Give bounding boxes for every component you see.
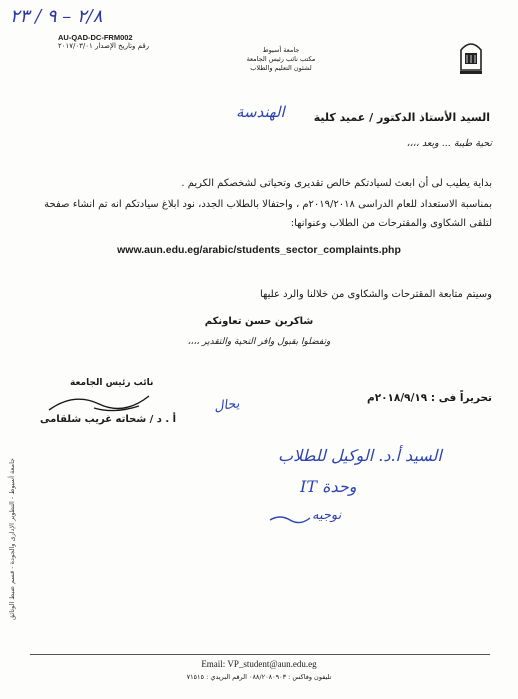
complaints-url[interactable]: www.aun.edu.eg/arabic/students_sector_complaints.php	[117, 244, 401, 256]
handwritten-note-recipient: السيد أ.د. الوكيل للطلاب	[278, 446, 442, 465]
thanks-line: شاكرين حسن تعاونكم	[204, 316, 314, 327]
paragraph-followup: وسيتم متابعة المقترحات والشكاوى من خلالنا والرد عليها	[260, 289, 492, 300]
document-id: AU-QAD-DC-FRM002	[58, 33, 133, 42]
salutation: السيد الأستاذ الدكتور / عميد كلية	[313, 111, 490, 124]
signatory-name: أ . د / شحاته غريب شلقامى	[40, 414, 177, 425]
letter-date: تحريراً فى : ٢٠١٨/٩/١٩م	[366, 392, 492, 404]
signatory-title: نائب رئيس الجامعة	[70, 378, 154, 388]
footer-email[interactable]: Email: VP_student@aun.edu.eg	[201, 659, 317, 669]
university-name: جامعة أسيوط	[262, 46, 300, 54]
handwritten-note-sign: نوجيه	[312, 508, 342, 523]
issue-date: رقم وتاريخ الإصدار ٢٠١٧/٠٣/٠١	[58, 42, 150, 50]
handwritten-reference: ٢/٨ – ٩ / ٢٣	[10, 6, 103, 27]
sector-name: لشئون التعليم والطلاب	[250, 64, 312, 72]
greeting: تحية طيبة ... وبعد ،،،،	[406, 138, 492, 149]
side-note: جامعة أسيوط - التطوير الإدارى والجودة - قسم ضبط الوثائق	[8, 457, 16, 620]
footer-divider	[30, 654, 490, 655]
university-logo-icon	[458, 36, 484, 76]
handwritten-underline	[268, 512, 312, 526]
closing-line: وتفضلوا بقبول وافر التحية والتقدير ،،،،	[187, 337, 331, 347]
office-name: مكتب نائب رئيس الجامعة	[246, 55, 316, 63]
handwritten-note-unit: وحدة IT	[300, 477, 357, 496]
stamp-handwritten: يحال	[213, 396, 241, 415]
paragraph-intro: بداية يطيب لى أن ابعث لسيادتكم خالص تقديرى وتحياتى لشخصكم الكريم .	[181, 178, 492, 189]
university-header	[236, 46, 326, 73]
faculty-handwritten: الهندسة	[236, 103, 285, 121]
footer-phones: تليفون وفاكس : ٠٨٨/٢٠٨٠٩٠٣ الرقم البريدي : ٧١٥١٥	[186, 673, 332, 681]
paragraph-announcement: بمناسبة الاستعداد للعام الدراسى ٢٠١٩/٢٠١٨م ، واحتفالا بالطلاب الجدد، نود ابلاغ سيادتكم انه تم انشاء صفحة لتلقى الشكاوى والمقترحات من الطلاب وعنوانها:	[44, 199, 492, 229]
